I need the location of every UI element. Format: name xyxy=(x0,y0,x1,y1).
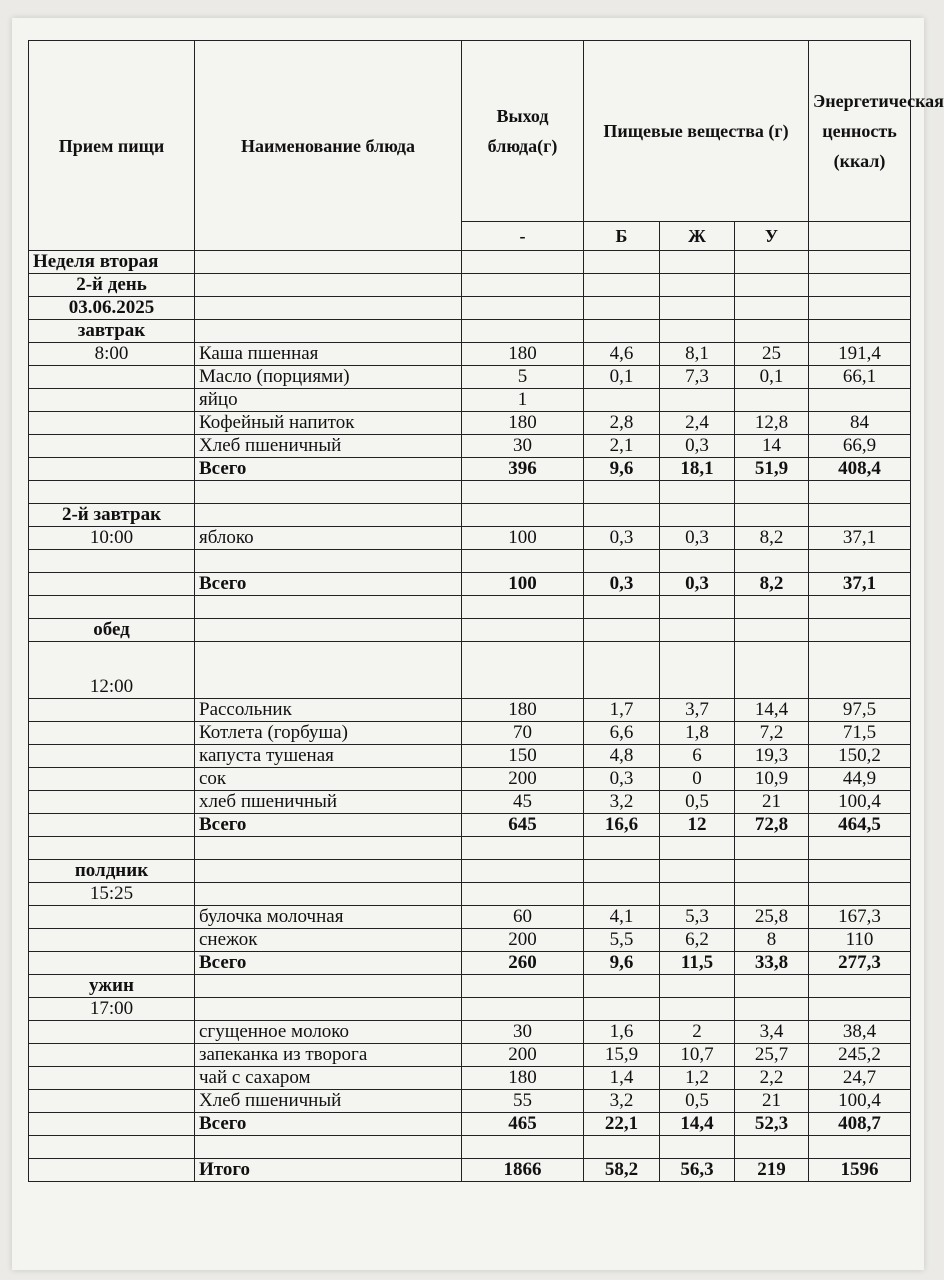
dish-yield: 180 xyxy=(462,699,584,722)
total-protein: 0,3 xyxy=(584,573,660,596)
total-kcal: 37,1 xyxy=(809,573,911,596)
table-row xyxy=(29,435,911,458)
table-row xyxy=(29,745,911,768)
total-fat: 11,5 xyxy=(660,952,735,975)
total-row xyxy=(29,1113,911,1136)
dish-yield: 180 xyxy=(462,343,584,366)
total-row xyxy=(29,814,911,837)
dish-kcal: 37,1 xyxy=(809,527,911,550)
dish-name: хлеб пшеничный xyxy=(195,791,462,814)
table-row xyxy=(29,297,911,320)
table-row xyxy=(29,768,911,791)
dish-name: снежок xyxy=(195,929,462,952)
total-carbs: 33,8 xyxy=(735,952,809,975)
meal-name: обед xyxy=(29,619,195,642)
total-protein: 16,6 xyxy=(584,814,660,837)
dish-name: капуста тушеная xyxy=(195,745,462,768)
table-row xyxy=(29,1044,911,1067)
date-label: 03.06.2025 xyxy=(29,297,195,320)
dish-protein: 4,6 xyxy=(584,343,660,366)
total-label: Всего xyxy=(195,458,462,481)
dish-name: Кофейный напиток xyxy=(195,412,462,435)
table-row xyxy=(29,251,911,274)
dish-carbs: 2,2 xyxy=(735,1067,809,1090)
meal-time: 8:00 xyxy=(29,343,195,366)
dish-yield: 55 xyxy=(462,1090,584,1113)
meal-time: 15:25 xyxy=(29,883,195,906)
dish-carbs: 25 xyxy=(735,343,809,366)
dish-carbs: 8,2 xyxy=(735,527,809,550)
dish-fat: 6 xyxy=(660,745,735,768)
dish-fat: 0 xyxy=(660,768,735,791)
dish-protein: 5,5 xyxy=(584,929,660,952)
dish-yield: 60 xyxy=(462,906,584,929)
meal-time: 10:00 xyxy=(29,527,195,550)
dish-yield: 180 xyxy=(462,1067,584,1090)
total-label: Всего xyxy=(195,952,462,975)
dish-name: запеканка из творога xyxy=(195,1044,462,1067)
dish-name: яйцо xyxy=(195,389,462,412)
total-yield: 260 xyxy=(462,952,584,975)
dish-kcal: 245,2 xyxy=(809,1044,911,1067)
table-row xyxy=(29,906,911,929)
total-protein: 22,1 xyxy=(584,1113,660,1136)
table-row xyxy=(29,366,911,389)
dish-kcal: 24,7 xyxy=(809,1067,911,1090)
dish-fat: 7,3 xyxy=(660,366,735,389)
spacer-row xyxy=(29,1136,911,1159)
total-protein: 9,6 xyxy=(584,458,660,481)
dish-kcal: 100,4 xyxy=(809,791,911,814)
table-row xyxy=(29,412,911,435)
header-energy-sub xyxy=(809,222,911,251)
table-row xyxy=(29,527,911,550)
total-kcal: 408,7 xyxy=(809,1113,911,1136)
dish-protein: 1,7 xyxy=(584,699,660,722)
dish-protein: 2,1 xyxy=(584,435,660,458)
header-yield-sub: - xyxy=(462,222,584,251)
spacer-row xyxy=(29,481,911,504)
dish-kcal: 71,5 xyxy=(809,722,911,745)
total-fat: 0,3 xyxy=(660,573,735,596)
dish-carbs: 3,4 xyxy=(735,1021,809,1044)
total-carbs: 51,9 xyxy=(735,458,809,481)
dish-yield: 70 xyxy=(462,722,584,745)
dish-kcal: 97,5 xyxy=(809,699,911,722)
header-meal: Прием пищи xyxy=(29,41,195,251)
total-fat: 18,1 xyxy=(660,458,735,481)
dish-carbs: 12,8 xyxy=(735,412,809,435)
meal-name: полдник xyxy=(29,860,195,883)
dish-kcal xyxy=(809,389,911,412)
dish-protein: 4,8 xyxy=(584,745,660,768)
dish-fat: 0,5 xyxy=(660,791,735,814)
dish-kcal: 167,3 xyxy=(809,906,911,929)
meal-time: 17:00 xyxy=(29,998,195,1021)
table-row xyxy=(29,860,911,883)
table-row xyxy=(29,504,911,527)
dish-fat: 0,3 xyxy=(660,527,735,550)
dish-carbs: 25,7 xyxy=(735,1044,809,1067)
dish-kcal: 66,1 xyxy=(809,366,911,389)
dish-yield: 45 xyxy=(462,791,584,814)
dish-kcal: 44,9 xyxy=(809,768,911,791)
table-row xyxy=(29,619,911,642)
menu-table xyxy=(28,40,944,1182)
meal-time: 12:00 xyxy=(29,642,195,699)
dish-yield: 100 xyxy=(462,527,584,550)
dish-name: Котлета (горбуша) xyxy=(195,722,462,745)
header-row xyxy=(29,41,911,222)
grand-total-yield: 1866 xyxy=(462,1159,584,1182)
dish-carbs xyxy=(735,389,809,412)
dish-name: Каша пшенная xyxy=(195,343,462,366)
grand-total-carbs: 219 xyxy=(735,1159,809,1182)
dish-name: Хлеб пшеничный xyxy=(195,435,462,458)
grand-total-protein: 58,2 xyxy=(584,1159,660,1182)
dish-fat: 1,8 xyxy=(660,722,735,745)
total-yield: 100 xyxy=(462,573,584,596)
dish-fat: 1,2 xyxy=(660,1067,735,1090)
dish-fat xyxy=(660,389,735,412)
meal-name: ужин xyxy=(29,975,195,998)
table-row xyxy=(29,274,911,297)
dish-kcal: 150,2 xyxy=(809,745,911,768)
dish-protein: 15,9 xyxy=(584,1044,660,1067)
dish-yield: 30 xyxy=(462,435,584,458)
dish-protein: 1,4 xyxy=(584,1067,660,1090)
total-carbs: 72,8 xyxy=(735,814,809,837)
dish-carbs: 8 xyxy=(735,929,809,952)
dish-kcal: 110 xyxy=(809,929,911,952)
table-row xyxy=(29,929,911,952)
day-label: 2-й день xyxy=(29,274,195,297)
dish-yield: 200 xyxy=(462,768,584,791)
total-fat: 12 xyxy=(660,814,735,837)
dish-fat: 0,5 xyxy=(660,1090,735,1113)
dish-protein: 0,3 xyxy=(584,527,660,550)
dish-yield: 1 xyxy=(462,389,584,412)
meal-name: завтрак xyxy=(29,320,195,343)
table-row xyxy=(29,998,911,1021)
total-kcal: 464,5 xyxy=(809,814,911,837)
table-row xyxy=(29,722,911,745)
grand-total-fat: 56,3 xyxy=(660,1159,735,1182)
header-fat: Ж xyxy=(660,222,735,251)
total-row xyxy=(29,952,911,975)
header-energy: Энергетическая ценность (ккал) xyxy=(809,41,911,222)
table-row xyxy=(29,1021,911,1044)
dish-kcal: 100,4 xyxy=(809,1090,911,1113)
dish-fat: 10,7 xyxy=(660,1044,735,1067)
dish-yield: 180 xyxy=(462,412,584,435)
table-row xyxy=(29,642,911,699)
dish-fat: 3,7 xyxy=(660,699,735,722)
grand-total-row xyxy=(29,1159,911,1182)
total-yield: 396 xyxy=(462,458,584,481)
header-protein: Б xyxy=(584,222,660,251)
dish-carbs: 14,4 xyxy=(735,699,809,722)
table-row xyxy=(29,791,911,814)
dish-carbs: 21 xyxy=(735,1090,809,1113)
dish-fat: 2,4 xyxy=(660,412,735,435)
table-row xyxy=(29,883,911,906)
dish-name: булочка молочная xyxy=(195,906,462,929)
grand-total-label: Итого xyxy=(195,1159,462,1182)
table-row xyxy=(29,343,911,366)
header-nutrients: Пищевые вещества (г) xyxy=(584,41,809,222)
total-label: Всего xyxy=(195,1113,462,1136)
total-yield: 465 xyxy=(462,1113,584,1136)
dish-name: сок xyxy=(195,768,462,791)
total-protein: 9,6 xyxy=(584,952,660,975)
dish-carbs: 14 xyxy=(735,435,809,458)
table-row xyxy=(29,389,911,412)
spacer-row xyxy=(29,596,911,619)
dish-yield: 200 xyxy=(462,1044,584,1067)
dish-carbs: 25,8 xyxy=(735,906,809,929)
total-carbs: 52,3 xyxy=(735,1113,809,1136)
dish-kcal: 84 xyxy=(809,412,911,435)
total-kcal: 277,3 xyxy=(809,952,911,975)
grand-total-kcal: 1596 xyxy=(809,1159,911,1182)
meal-name: 2-й завтрак xyxy=(29,504,195,527)
dish-carbs: 19,3 xyxy=(735,745,809,768)
dish-protein xyxy=(584,389,660,412)
dish-name: яблоко xyxy=(195,527,462,550)
dish-carbs: 7,2 xyxy=(735,722,809,745)
dish-name: Хлеб пшеничный xyxy=(195,1090,462,1113)
dish-protein: 2,8 xyxy=(584,412,660,435)
dish-name: сгущенное молоко xyxy=(195,1021,462,1044)
dish-kcal: 66,9 xyxy=(809,435,911,458)
dish-fat: 5,3 xyxy=(660,906,735,929)
dish-fat: 6,2 xyxy=(660,929,735,952)
dish-fat: 8,1 xyxy=(660,343,735,366)
dish-yield: 5 xyxy=(462,366,584,389)
header-dish: Наименование блюда xyxy=(195,41,462,251)
table-row xyxy=(29,1090,911,1113)
dish-protein: 0,1 xyxy=(584,366,660,389)
dish-name: Рассольник xyxy=(195,699,462,722)
table-row xyxy=(29,975,911,998)
dish-carbs: 21 xyxy=(735,791,809,814)
dish-carbs: 10,9 xyxy=(735,768,809,791)
dish-fat: 0,3 xyxy=(660,435,735,458)
dish-yield: 150 xyxy=(462,745,584,768)
total-fat: 14,4 xyxy=(660,1113,735,1136)
header-yield: Выход блюда(г) xyxy=(462,41,584,222)
dish-protein: 3,2 xyxy=(584,1090,660,1113)
header-carbs: У xyxy=(735,222,809,251)
dish-protein: 4,1 xyxy=(584,906,660,929)
dish-protein: 3,2 xyxy=(584,791,660,814)
total-carbs: 8,2 xyxy=(735,573,809,596)
dish-carbs: 0,1 xyxy=(735,366,809,389)
total-yield: 645 xyxy=(462,814,584,837)
dish-protein: 1,6 xyxy=(584,1021,660,1044)
spacer-row xyxy=(29,550,911,573)
dish-protein: 0,3 xyxy=(584,768,660,791)
dish-name: Масло (порциями) xyxy=(195,366,462,389)
dish-protein: 6,6 xyxy=(584,722,660,745)
total-label: Всего xyxy=(195,814,462,837)
total-row xyxy=(29,573,911,596)
total-row xyxy=(29,458,911,481)
table-row xyxy=(29,699,911,722)
total-kcal: 408,4 xyxy=(809,458,911,481)
spacer-row xyxy=(29,837,911,860)
dish-kcal: 191,4 xyxy=(809,343,911,366)
table-row xyxy=(29,320,911,343)
dish-name: чай с сахаром xyxy=(195,1067,462,1090)
dish-fat: 2 xyxy=(660,1021,735,1044)
dish-yield: 30 xyxy=(462,1021,584,1044)
dish-kcal: 38,4 xyxy=(809,1021,911,1044)
dish-yield: 200 xyxy=(462,929,584,952)
week-label: Неделя вторая xyxy=(29,251,195,274)
total-label: Всего xyxy=(195,573,462,596)
table-row xyxy=(29,1067,911,1090)
